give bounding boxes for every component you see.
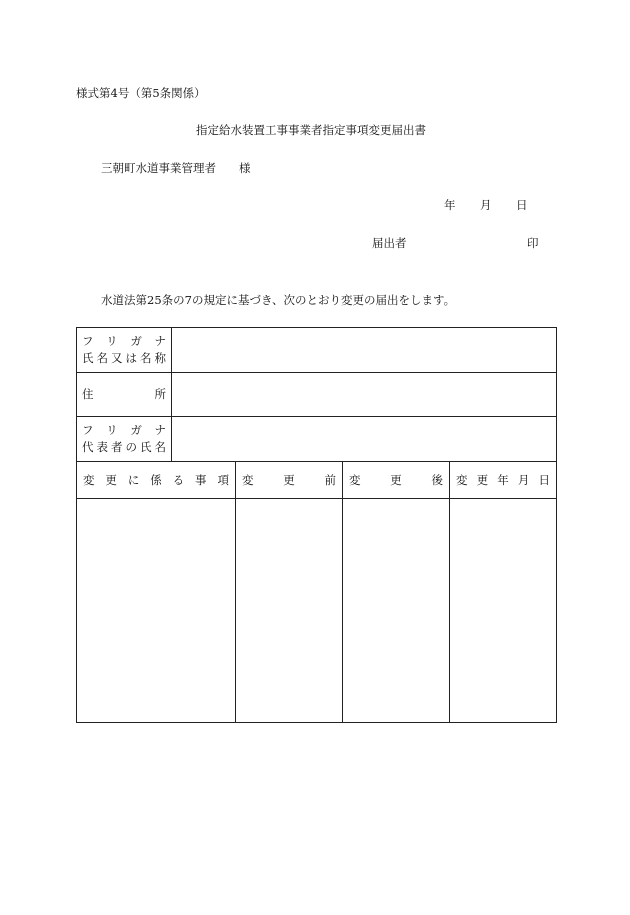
form-number: 様式第4号（第5条関係） xyxy=(76,86,206,100)
document-title: 指定給水装置工事事業者指定事項変更届出書 xyxy=(196,123,426,137)
change-date-field[interactable] xyxy=(450,499,557,723)
address-label: 住 所 xyxy=(82,387,166,401)
col-after xyxy=(343,462,450,499)
seal-mark: 印 xyxy=(527,236,539,250)
address-row xyxy=(77,373,557,417)
name-label-cell xyxy=(77,328,172,373)
col-change-item-label: 変 更 に 係 る 事 項 xyxy=(83,473,229,487)
notifier-label: 届出者 xyxy=(372,236,407,250)
representative-row xyxy=(77,417,557,462)
col-before xyxy=(236,462,343,499)
name-label: 氏 名 又 は 名 称 xyxy=(82,351,166,365)
statement-text: 水道法第25条の7の規定に基づき、次のとおり変更の届出をします。 xyxy=(101,293,456,307)
rep-value-field[interactable] xyxy=(172,417,557,462)
change-item-field[interactable] xyxy=(77,499,236,723)
col-change-item xyxy=(77,462,236,499)
col-change-date xyxy=(450,462,557,499)
date-year: 年 xyxy=(444,198,456,212)
change-notification-table xyxy=(76,327,557,723)
name-value-field[interactable] xyxy=(172,328,557,373)
col-before-label: 変 更 前 xyxy=(242,473,336,487)
name-row xyxy=(77,328,557,373)
rep-label-cell xyxy=(77,417,172,462)
column-header-row xyxy=(77,462,557,499)
col-change-date-label: 変 更 年 月 日 xyxy=(456,473,550,487)
addressee: 三朝町水道事業管理者 様 xyxy=(101,161,251,175)
col-after-label: 変 更 後 xyxy=(349,473,443,487)
address-label-cell xyxy=(77,373,172,417)
before-field[interactable] xyxy=(236,499,343,723)
date-day: 日 xyxy=(516,198,528,212)
rep-name-label: 代 表 者 の 氏 名 xyxy=(82,440,166,454)
date-month: 月 xyxy=(480,198,492,212)
furigana-label: フ リ ガ ナ xyxy=(82,334,166,348)
rep-furigana-label: フ リ ガ ナ xyxy=(82,423,166,437)
address-value-field[interactable] xyxy=(172,373,557,417)
after-field[interactable] xyxy=(343,499,450,723)
change-entry-row xyxy=(77,499,557,723)
